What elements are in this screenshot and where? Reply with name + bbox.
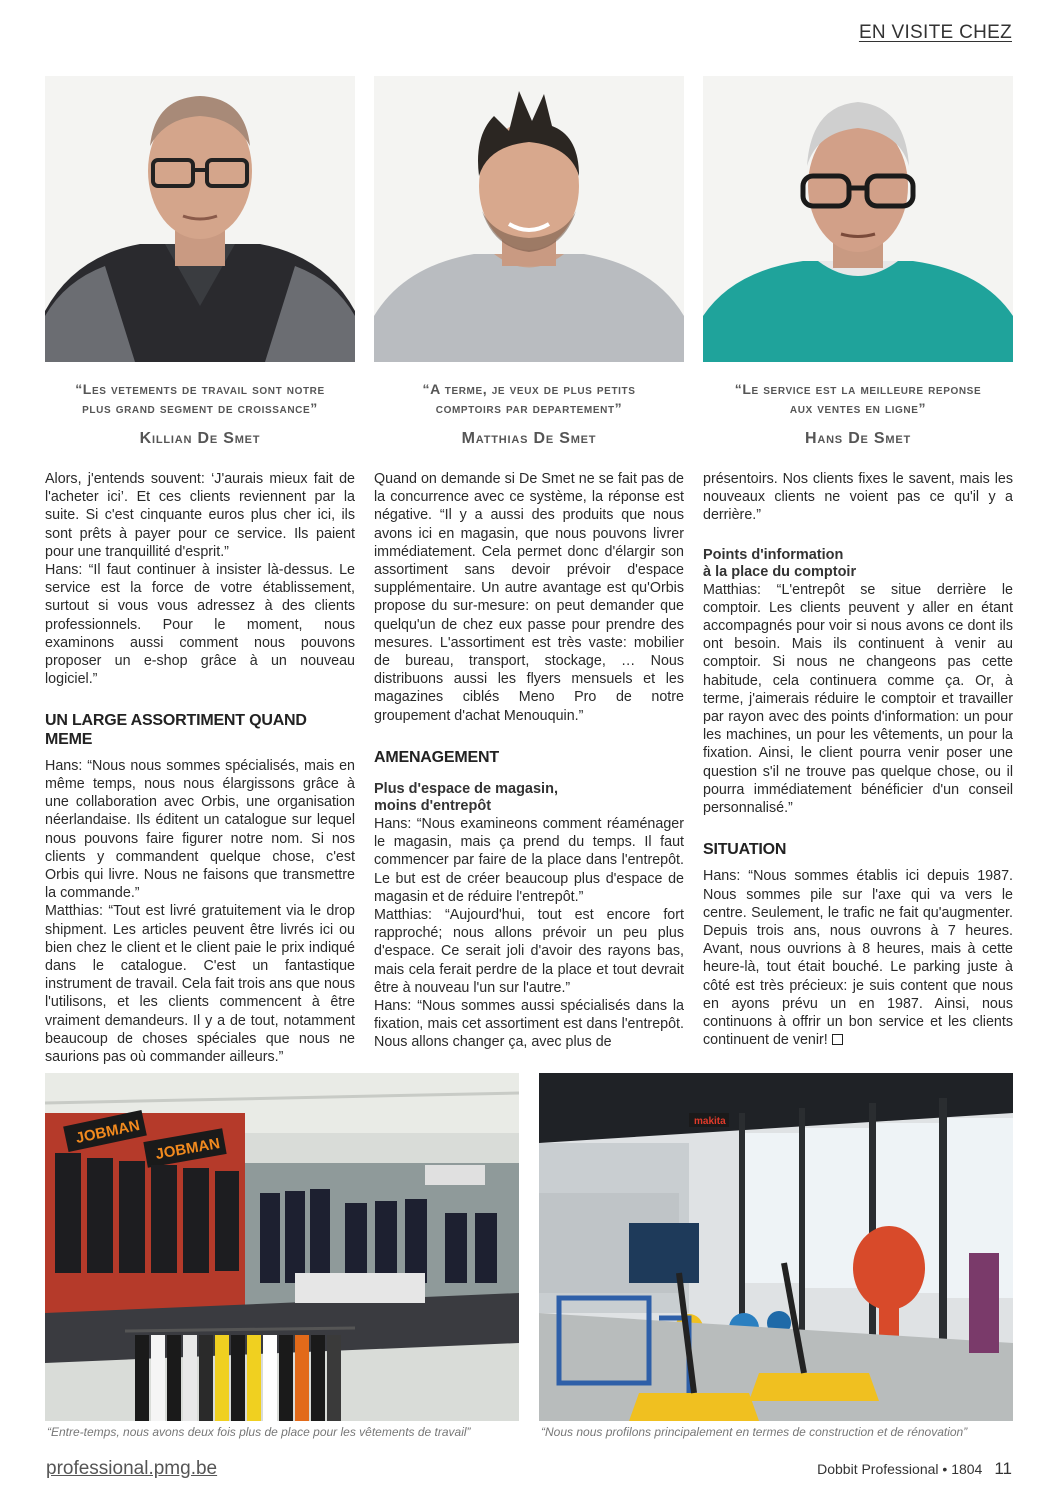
paragraph-final xyxy=(703,867,1013,1049)
paragraph: Hans: “Il faut continuer à insister là-dessus. Le service est la force de votre établissement, surtout si vous vous adressez à des clients professionnels. Pour le moment, nous examinons aussi comment nous pouvons proposer un e-shop grâce à un nouveau logiciel.” xyxy=(45,562,355,688)
photo-workwear-store xyxy=(45,1073,519,1421)
paragraph: Matthias: “Tout est livré gratuitement via le drop shipment. Les articles peuvent être livrés ici ou bien chez le client et le client paie le prix indiqué dans le catalogue. C'est un fantastique instrument de travail. Cela fait trois ans que nous l'utilisons, et les clients commencent à être vraiment demandeurs. Il y a de tout, notamment beaucoup de choses spéciales que nous ne saurions pas où commander ailleurs.” xyxy=(45,903,355,1066)
subheading-line: Points d'information xyxy=(703,546,844,563)
photo-caption-right: “Nous nous profilons principalement en termes de construction et de rénovation” xyxy=(541,1425,968,1439)
person-name: Hans De Smet xyxy=(804,430,912,447)
paragraph: Hans: “Nous sommes aussi spécialisés dans la fixation, mais cet assortiment est dans l'entrepôt. Nous allons changer ça, avec plus de xyxy=(374,998,684,1051)
footer-website-link[interactable]: professional.pmg.be xyxy=(46,1458,218,1479)
paragraph: Quand on demande si De Smet ne se fait pas de la concurrence avec ce système, la réponse est négative. “Il y a aussi des produits que nous avons ici en magasin, que nous pouvons livrer immédiatement. Cela permet donc d'élargir son assortiment sans devoir prévoir d'espace supplémentaire. Un autre avantage est qu'Orbis propose du sur-mesure: on peut demander que quelqu'un de chez eux passe pour prendre des mesures. L'assortiment est très vaste: mobilier de bureau, transport, stockage, … Nous distribuons aussi les flyers mensuels et les magazines ciblés Meno Pro de notre groupement d'achat Menouquin.” xyxy=(374,471,684,724)
person-name: Killian De Smet xyxy=(139,430,261,447)
photo-caption-left: “Entre-temps, nous avons deux fois plus de place pour les vêtements de travail” xyxy=(47,1425,471,1439)
article-column-1 xyxy=(45,470,355,1066)
quote-hans xyxy=(703,380,1013,448)
quote-line: comptoirs par departement” xyxy=(435,400,623,416)
paragraph: Hans: “Nous nous sommes spécialisés, mais en même temps, nous nous élargissons grâce à une collaboration avec Orbis, une organisation néerlandaise. Ils éditent un catalogue sur lequel nous pouvons faire figurer notre nom. Si nos clients y commandent quelque chose, c'est Orbis qui livre. Nous ne faisons que transmettre la commande.” xyxy=(45,757,355,902)
paragraph: Matthias: “Aujourd'hui, tout est encore fort rapproché; nous allons prévoir un peu plus d'espace. Ce serait joli d'avoir des rayons bas, mais cela ferait perdre de la place et tout devrait être à nouveau l'un sur l'autre.” xyxy=(374,907,684,996)
makita-sign: makita xyxy=(694,1116,726,1127)
paragraph-text: Hans: “Nous sommes établis ici depuis 1987. Nous sommes pile sur l'axe qui va vers le centre. Seulement, le trafic ne fait qu'augmenter. Depuis trois ans, nous ouvrons à 7 heures. Avant, nous ouvrions à 8 heures, mais à cette heure-là, tout était bouché. Le parking juste à côté est très précieux: je suis content que nous en ayons prévu un en 1987. Ainsi, nous continuons à offrir un bon service et les clients continuent de venir! xyxy=(703,868,1013,1049)
subheading-line: Plus d'espace de magasin, xyxy=(374,781,558,798)
subheading xyxy=(374,781,684,815)
jobman-sign: JOBMAN xyxy=(74,1116,142,1148)
person-name: Matthias De Smet xyxy=(461,430,597,447)
quote-line: “Les vetements de travail sont notre xyxy=(75,381,325,397)
quote-line: plus grand segment de croissance” xyxy=(82,400,318,416)
quote-line: aux ventes en ligne” xyxy=(789,400,927,416)
subheading-line: moins d'entrepôt xyxy=(374,798,492,815)
quote-line: “A terme, je veux de plus petits xyxy=(422,381,636,397)
section-heading: AMENAGEMENT xyxy=(374,748,499,766)
quote-line: “Le service est la meilleure reponse xyxy=(734,381,982,397)
article-column-2 xyxy=(374,470,684,1052)
portrait-matthias xyxy=(374,76,684,362)
section-heading: UN LARGE ASSORTIMENT QUAND MEME xyxy=(45,712,307,748)
portrait-hans xyxy=(703,76,1013,362)
paragraph: Alors, j'entends souvent: ‘J'aurais mieux fait de l'acheter ici’. Et ces clients reviennent par la suite. Si c'est cinquante euros plus cher ici, ils sont prêts à payer pour ce service. Ils paient pour une tranquillité d'esprit.” xyxy=(45,471,355,560)
quote-matthias xyxy=(374,380,684,448)
subheading xyxy=(703,547,1013,581)
quote-killian xyxy=(45,380,355,448)
footer-magazine-info xyxy=(817,1459,1012,1479)
subheading-line: à la place du comptoir xyxy=(703,563,857,580)
end-mark-icon xyxy=(832,1034,843,1045)
paragraph: présentoirs. Nos clients fixes le savent, mais les nouveaux clients ne voient pas ce qu'il y a derrière.” xyxy=(703,471,1013,524)
paragraph: Matthias: “L'entrepôt se situe derrière le comptoir. Les clients peuvent y aller en étant accompagnés pour voir si nous avons ce dont ils ont besoin. Mais ils continuent à venir au comptoir. Si nous ne changeons pas cette habitude, cela continuera comme ça. Or, à terme, j'aimerais réduire le comptoir et travailler par rayon avec des points d'information: un pour les machines, un pour les vêtements, un pour la fixation. Ainsi, le client pourra venir poser une question s'il ne trouve pas quelque chose, ou il pourra immédiatement bénéficier d'un conseil personnalisé.” xyxy=(703,581,1013,817)
article-column-3 xyxy=(703,470,1013,1049)
jobman-sign: JOBMAN xyxy=(154,1135,222,1164)
magazine-issue: Dobbit Professional • 1804 xyxy=(817,1461,983,1477)
photo-tools-store xyxy=(539,1073,1013,1421)
section-tag: EN VISITE CHEZ xyxy=(858,22,1012,43)
paragraph: Hans: “Nous examineons comment réaménager le magasin, mais ça prend du temps. Il faut commencer par faire de la place dans l'entrepôt. Le but est de créer beaucoup plus d'espace de magasin et de réduire l'entrepôt.” xyxy=(374,816,684,905)
page-number: 11 xyxy=(994,1459,1012,1478)
portrait-killian xyxy=(45,76,355,362)
section-heading: SITUATION xyxy=(703,841,787,859)
